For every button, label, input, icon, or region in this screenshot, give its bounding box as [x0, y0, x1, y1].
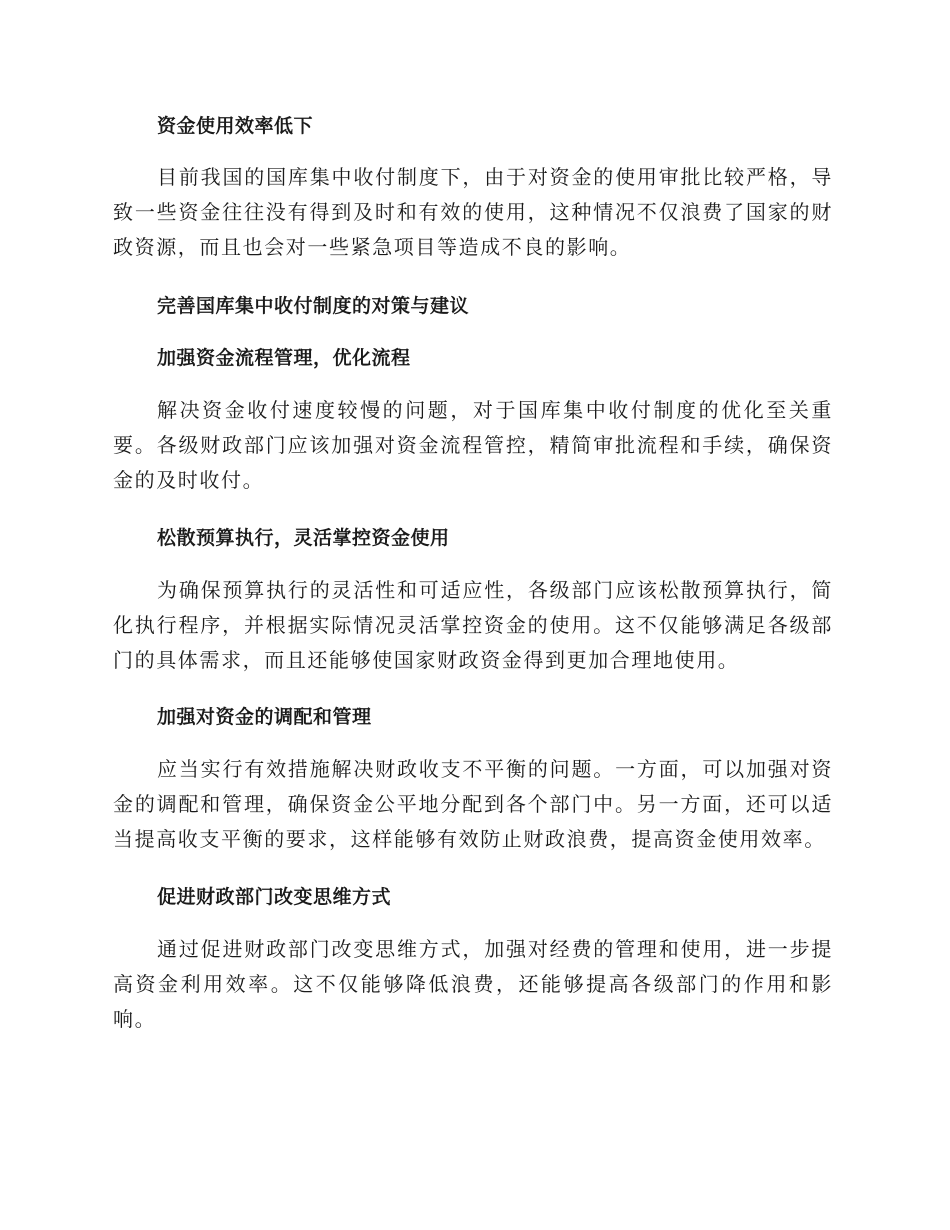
section-paragraph-low-efficiency: 目前我国的国库集中收付制度下，由于对资金的使用审批比较严格，导致一些资金往往没有得到及时和有效的使用，这种情况不仅浪费了国家的财政资源，而且也会对一些紧急项目等造成不良的影响。 — [113, 165, 833, 259]
section-paragraph-budget-execution: 为确保预算执行的灵活性和可适应性，各级部门应该松散预算执行，简化执行程序，并根据实际情况灵活掌控资金的使用。这不仅能够满足各级部门的具体需求，而且还能够使国家财政资金得到更加合理地使用。 — [113, 578, 833, 672]
section-heading-countermeasures: 完善国库集中收付制度的对策与建议 — [157, 295, 470, 317]
section-paragraph-fund-allocation: 应当实行有效措施解决财政收支不平衡的问题。一方面，可以加强对资金的调配和管理，确保资金公平地分配到各个部门中。另一方面，还可以适当提高收支平衡的要求，这样能够有效防止财政浪费，提高资金使用效率。 — [113, 757, 833, 851]
section-heading-process-management: 加强资金流程管理，优化流程 — [157, 347, 411, 369]
section-heading-fund-allocation: 加强对资金的调配和管理 — [157, 706, 372, 728]
section-heading-budget-execution: 松散预算执行，灵活掌控资金使用 — [157, 527, 450, 549]
section-heading-low-efficiency: 资金使用效率低下 — [157, 115, 314, 137]
section-paragraph-process-management: 解决资金收付速度较慢的问题，对于国库集中收付制度的优化至关重要。各级财政部门应该加强对资金流程管控，精简审批流程和手续，确保资金的及时收付。 — [113, 398, 833, 492]
section-paragraph-mindset-change: 通过促进财政部门改变思维方式，加强对经费的管理和使用，进一步提高资金利用效率。这不仅能够降低浪费，还能够提高各级部门的作用和影响。 — [113, 937, 833, 1031]
section-heading-mindset-change: 促进财政部门改变思维方式 — [157, 886, 392, 908]
